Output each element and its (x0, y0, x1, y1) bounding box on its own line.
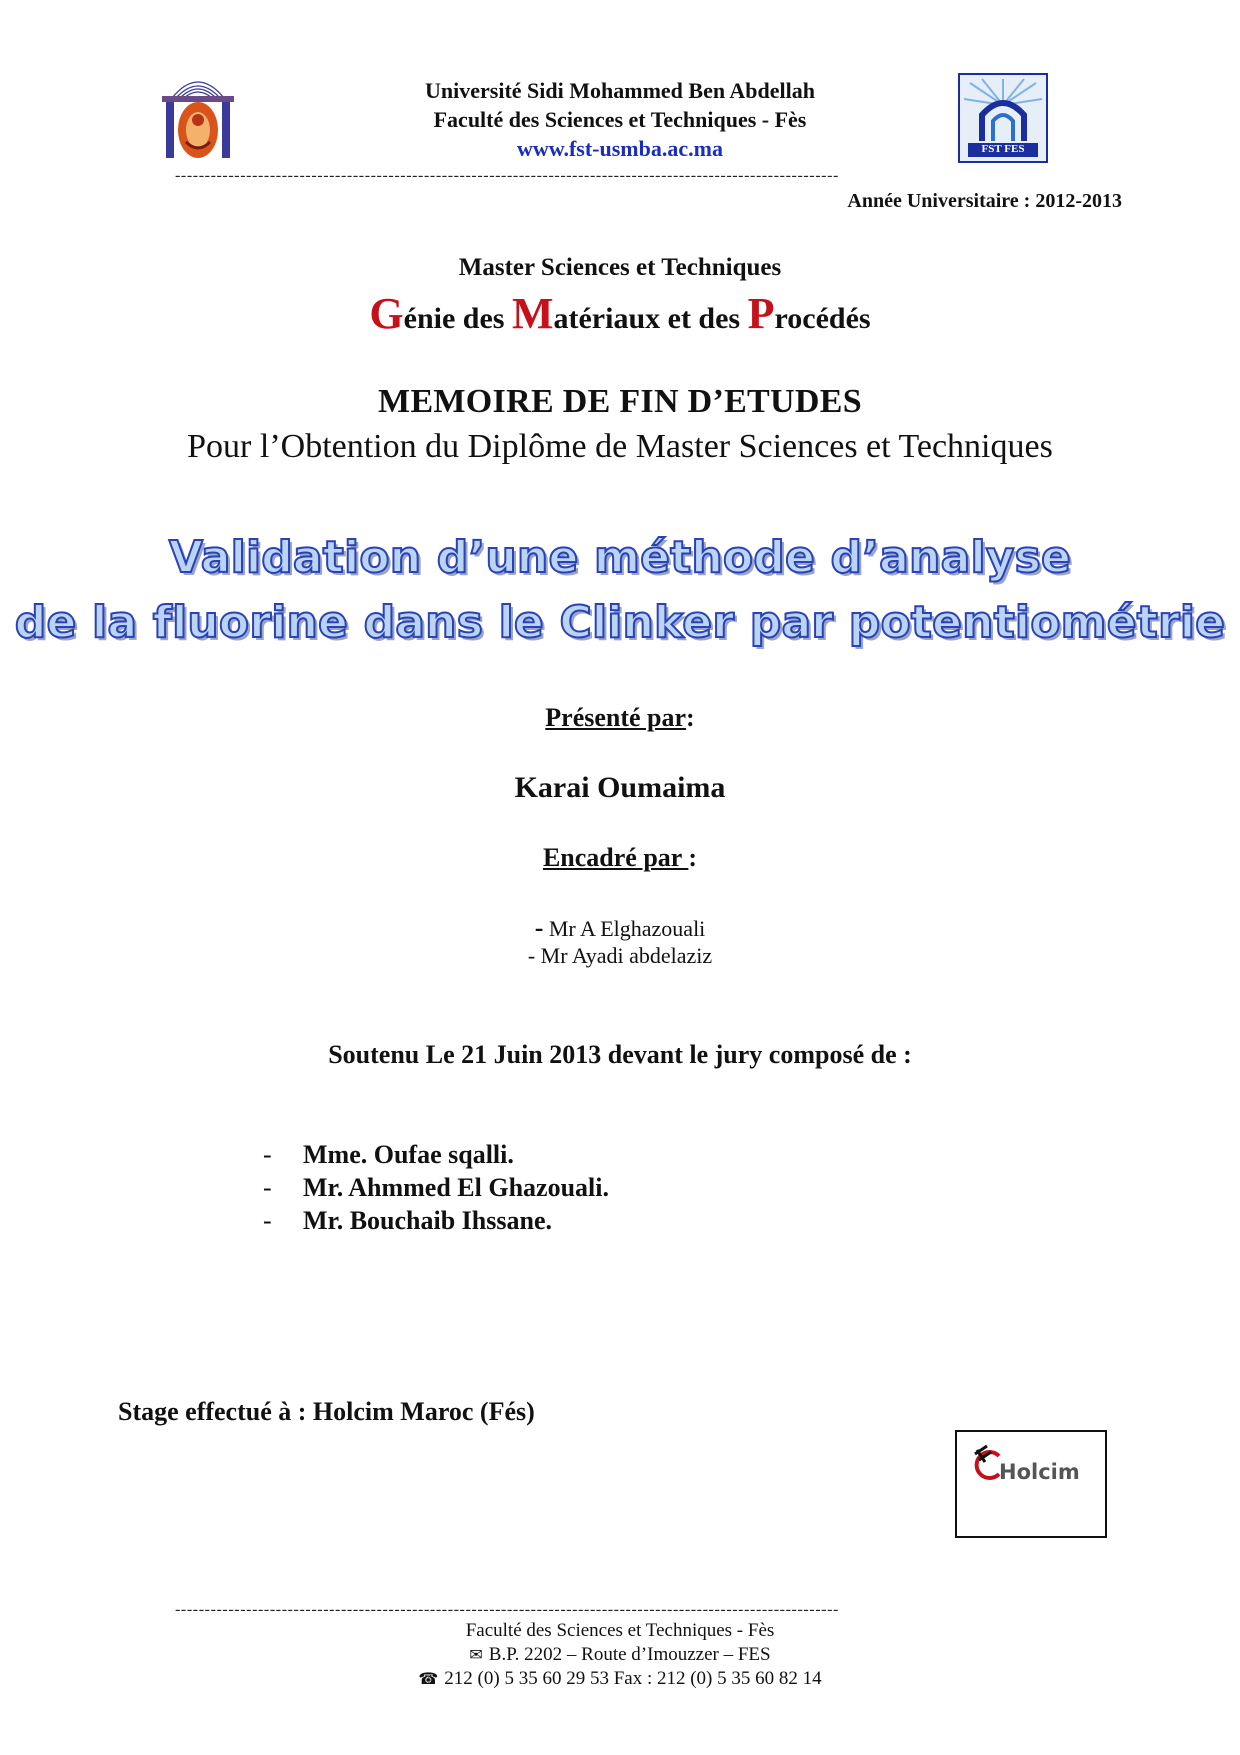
jury-bullet: - (263, 1206, 272, 1235)
university-name: Université Sidi Mohammed Ben Abdellah (425, 78, 815, 103)
defense-statement: Soutenu Le 21 Juin 2013 devant le jury composé de : (328, 1040, 912, 1069)
internship-location: Stage effectué à : Holcim Maroc (Fés) (118, 1397, 535, 1426)
specialty-part-3: rocédés (774, 302, 871, 335)
holcim-logo (955, 1430, 1107, 1538)
jury-member-name: Mr. Ahmmed El Ghazouali. (303, 1173, 610, 1202)
jury-bullet: - (263, 1140, 272, 1169)
footer-address (0, 1644, 1240, 1666)
faculty-name: Faculté des Sciences et Techniques - Fès (433, 107, 807, 132)
holcim-logo-text: Holcim (999, 1460, 1080, 1484)
specialty-title (0, 288, 1240, 339)
supervisor-1-dash: - (534, 913, 544, 942)
academic-year: Année Universitaire : 2012-2013 (847, 190, 1122, 212)
footer-separator: ---------------------------------------------------------------------------------------------------------------- (175, 1604, 839, 1616)
thesis-purpose: Pour l’Obtention du Diplôme de Master Sciences et Techniques (187, 428, 1053, 465)
master-program: Master Sciences et Techniques (458, 254, 782, 281)
student-name: Karai Oumaima (514, 771, 726, 804)
jury-member-name: Mme. Oufae sqalli. (303, 1140, 514, 1169)
specialty-initial-m: M (511, 289, 554, 338)
fst-logo-text: FST FES (981, 143, 1025, 155)
mailbox-icon: ✉ (469, 1645, 483, 1664)
supervisor-1 (0, 913, 1240, 943)
telephone-icon: ☎ (418, 1669, 439, 1688)
thesis-title-line-2: de la fluorine dans le Clinker par potentiométrie (14, 597, 1226, 648)
specialty-initial-p: P (747, 289, 775, 338)
header-separator: ---------------------------------------------------------------------------------------------------------------- (175, 170, 839, 182)
presented-by-label: Présenté par (545, 703, 687, 732)
footer-phone (0, 1668, 1240, 1690)
fst-logo (958, 73, 1048, 163)
presented-by-colon: : (686, 703, 695, 732)
supervised-by (0, 843, 1240, 873)
website-link[interactable]: www.fst-usmba.ac.ma (517, 136, 723, 161)
specialty-initial-g: G (369, 289, 404, 338)
supervisor-1-name: Mr A Elghazouali (543, 916, 706, 941)
university-logo (162, 68, 234, 162)
supervised-by-label: Encadré par (542, 843, 689, 872)
thesis-type: MEMOIRE DE FIN D’ETUDES (378, 383, 862, 420)
supervisor-2: - Mr Ayadi abdelaziz (527, 943, 713, 968)
thesis-title-line-1: Validation d’une méthode d’analyse (168, 532, 1072, 583)
footer-phone-text: 212 (0) 5 35 60 29 53 Fax : 212 (0) 5 35 60 82 14 (444, 1668, 822, 1689)
jury-member (263, 1206, 552, 1236)
jury-member (263, 1140, 514, 1170)
supervised-by-colon: : (688, 843, 698, 872)
specialty-part-1: énie des (403, 302, 512, 335)
footer-address-text: B.P. 2202 – Route d’Imouzzer – FES (488, 1644, 771, 1665)
jury-member-name: Mr. Bouchaib Ihssane. (303, 1206, 552, 1235)
jury-member (263, 1173, 609, 1203)
specialty-part-2: atériaux et des (553, 302, 748, 335)
footer-faculty: Faculté des Sciences et Techniques - Fès (465, 1620, 775, 1641)
jury-bullet: - (263, 1173, 272, 1202)
university-header (340, 76, 900, 163)
presented-by (0, 703, 1240, 733)
